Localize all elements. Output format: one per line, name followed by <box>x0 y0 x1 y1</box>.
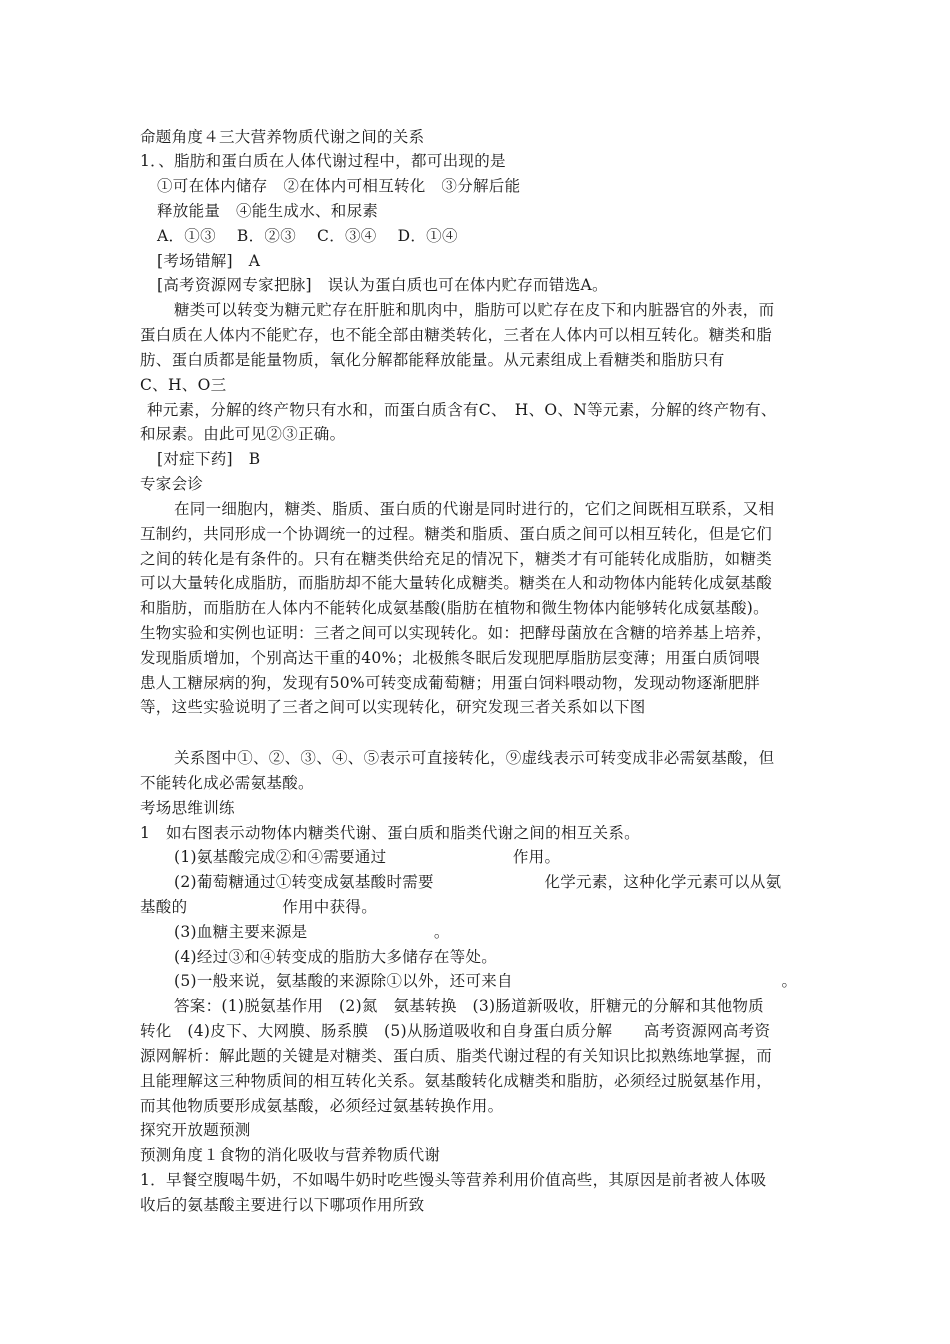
section-heading: 专家会诊 <box>140 475 204 493</box>
question-1-options-line-2: 释放能量 ④能生成水、和尿素 <box>157 202 379 220</box>
explanation-line: 和尿素。由此可见②③正确。 <box>140 425 346 443</box>
expert-diagnosis: [高考资源网专家把脉] 误认为蛋白质也可在体内贮存而错选A。 <box>157 276 608 294</box>
section-heading: 预测角度１食物的消化吸收与营养物质代谢 <box>140 1146 441 1164</box>
paragraph-line: 关系图中①、②、③、④、⑤表示可直接转化，⑨虚线表示可转变成非必需氨基酸，但 <box>174 749 775 767</box>
paragraph-line: 等，这些实验说明了三者之间可以实现转化，研究发现三者关系如以下图 <box>140 698 646 716</box>
explanation-line: 蛋白质在人体内不能贮存，也不能全部由糖类转化，三者在人体内可以相互转化。糖类和脂 <box>140 326 773 344</box>
sub-question-5: (5)一般来说，氨基酸的来源除①以外，还可来自 。 <box>174 972 798 990</box>
paragraph-line: 互制约，共同形成一个协调统一的过程。糖类和脂质、蛋白质之间可以相互转化，但是它们 <box>140 525 773 543</box>
explanation-line: 肪、蛋白质都是能量物质，氧化分解都能释放能量。从元素组成上看糖类和脂肪只有 <box>140 351 725 369</box>
analysis-line: 且能理解这三种物质间的相互转化关系。氨基酸转化成糖类和脂肪，必须经过脱氨基作用， <box>140 1072 773 1090</box>
section-heading: 命题角度４三大营养物质代谢之间的关系 <box>140 128 425 146</box>
analysis-line: 而其他物质要形成氨基酸，必须经过氨基转换作用。 <box>140 1097 504 1115</box>
answer-line: 转化 (4)皮下、大网膜、肠系膜 (5)从肠道吸收和自身蛋白质分解 高考资源网高考资 <box>140 1022 771 1040</box>
paragraph-line: 生物实验和实例也证明：三者之间可以实现转化。如：把酵母菌放在含糖的培养基上培养， <box>140 624 773 642</box>
question-1-options-line-1: ①可在体内储存 ②在体内可相互转化 ③分解后能 <box>157 177 521 195</box>
prediction-question: 收后的氨基酸主要进行以下哪项作用所致 <box>140 1196 425 1214</box>
sub-question-1: (1)氨基酸完成②和④需要通过 作用。 <box>174 848 561 866</box>
paragraph-line: 发现脂质增加，个别高达干重的40%；北极熊冬眠后发现肥厚脂肪层变薄；用蛋白质饲喂 <box>140 649 760 667</box>
paragraph-line: 在同一细胞内，糖类、脂质、蛋白质的代谢是同时进行的，它们之间既相互联系，又相 <box>174 500 775 518</box>
section-heading: 考场思维训练 <box>140 799 235 817</box>
section-heading: 探究开放题预测 <box>140 1121 251 1139</box>
sub-question-3: (3)血糖主要来源是 。 <box>174 923 450 941</box>
training-question: 1 如右图表示动物体内糖类代谢、蛋白质和脂类代谢之间的相互关系。 <box>140 824 640 842</box>
sub-question-4: (4)经过③和④转变成的脂肪大多储存在等处。 <box>174 948 498 966</box>
answer-line: 答案：(1)脱氨基作用 (2)氮 氨基转换 (3)肠道新吸收，肝糖元的分解和其他物质 <box>174 997 764 1015</box>
question-1: 1．、脂肪和蛋白质在人体代谢过程中，都可出现的是 <box>140 152 506 170</box>
sub-question-2: (2)葡萄糖通过①转变成氨基酸时需要 化学元素，这种化学元素可以从氨 <box>174 873 782 891</box>
question-1-choices: A．①③ B．②③ C．③④ D．①④ <box>157 227 458 245</box>
analysis-line: 源网解析：解此题的关键是对糖类、蛋白质、脂类代谢过程的有关知识比拟熟练地掌握，而 <box>140 1047 773 1065</box>
paragraph-line: 之间的转化是有条件的。只有在糖类供给充足的情况下，糖类才有可能转化成脂肪，如糖类 <box>140 550 773 568</box>
paragraph-line: 可以大量转化成脂肪，而脂肪却不能大量转化成糖类。糖类在人和动物体内能转化成氨基酸 <box>140 574 773 592</box>
paragraph-line: 患人工糖尿病的狗，发现有50%可转变成葡萄糖；用蛋白饲料喂动物，发现动物逐渐肥胖 <box>140 674 760 692</box>
paragraph-line: 和脂肪，而脂肪在人体内不能转化成氨基酸(脂肪在植物和微生物体内能够转化成氨基酸)。 <box>140 599 769 617</box>
paragraph-line: 不能转化成必需氨基酸。 <box>140 774 314 792</box>
prediction-question: 1．早餐空腹喝牛奶，不如喝牛奶时吃些馒头等营养利用价值高些，其原因是前者被人体吸 <box>140 1171 767 1189</box>
correct-answer: [对症下药] B <box>157 450 261 468</box>
wrong-answer: [考场错解] A <box>157 252 261 270</box>
explanation-line: C、H、O三 <box>140 376 227 394</box>
explanation-line: 糖类可以转变为糖元贮存在肝脏和肌肉中，脂肪可以贮存在皮下和内脏器官的外表，而 <box>174 301 775 319</box>
sub-question-2-cont: 基酸的 作用中获得。 <box>140 898 378 916</box>
explanation-line: 种元素，分解的终产物只有水和，而蛋白质含有C、 H、O、N等元素，分解的终产物有、 <box>147 401 777 419</box>
